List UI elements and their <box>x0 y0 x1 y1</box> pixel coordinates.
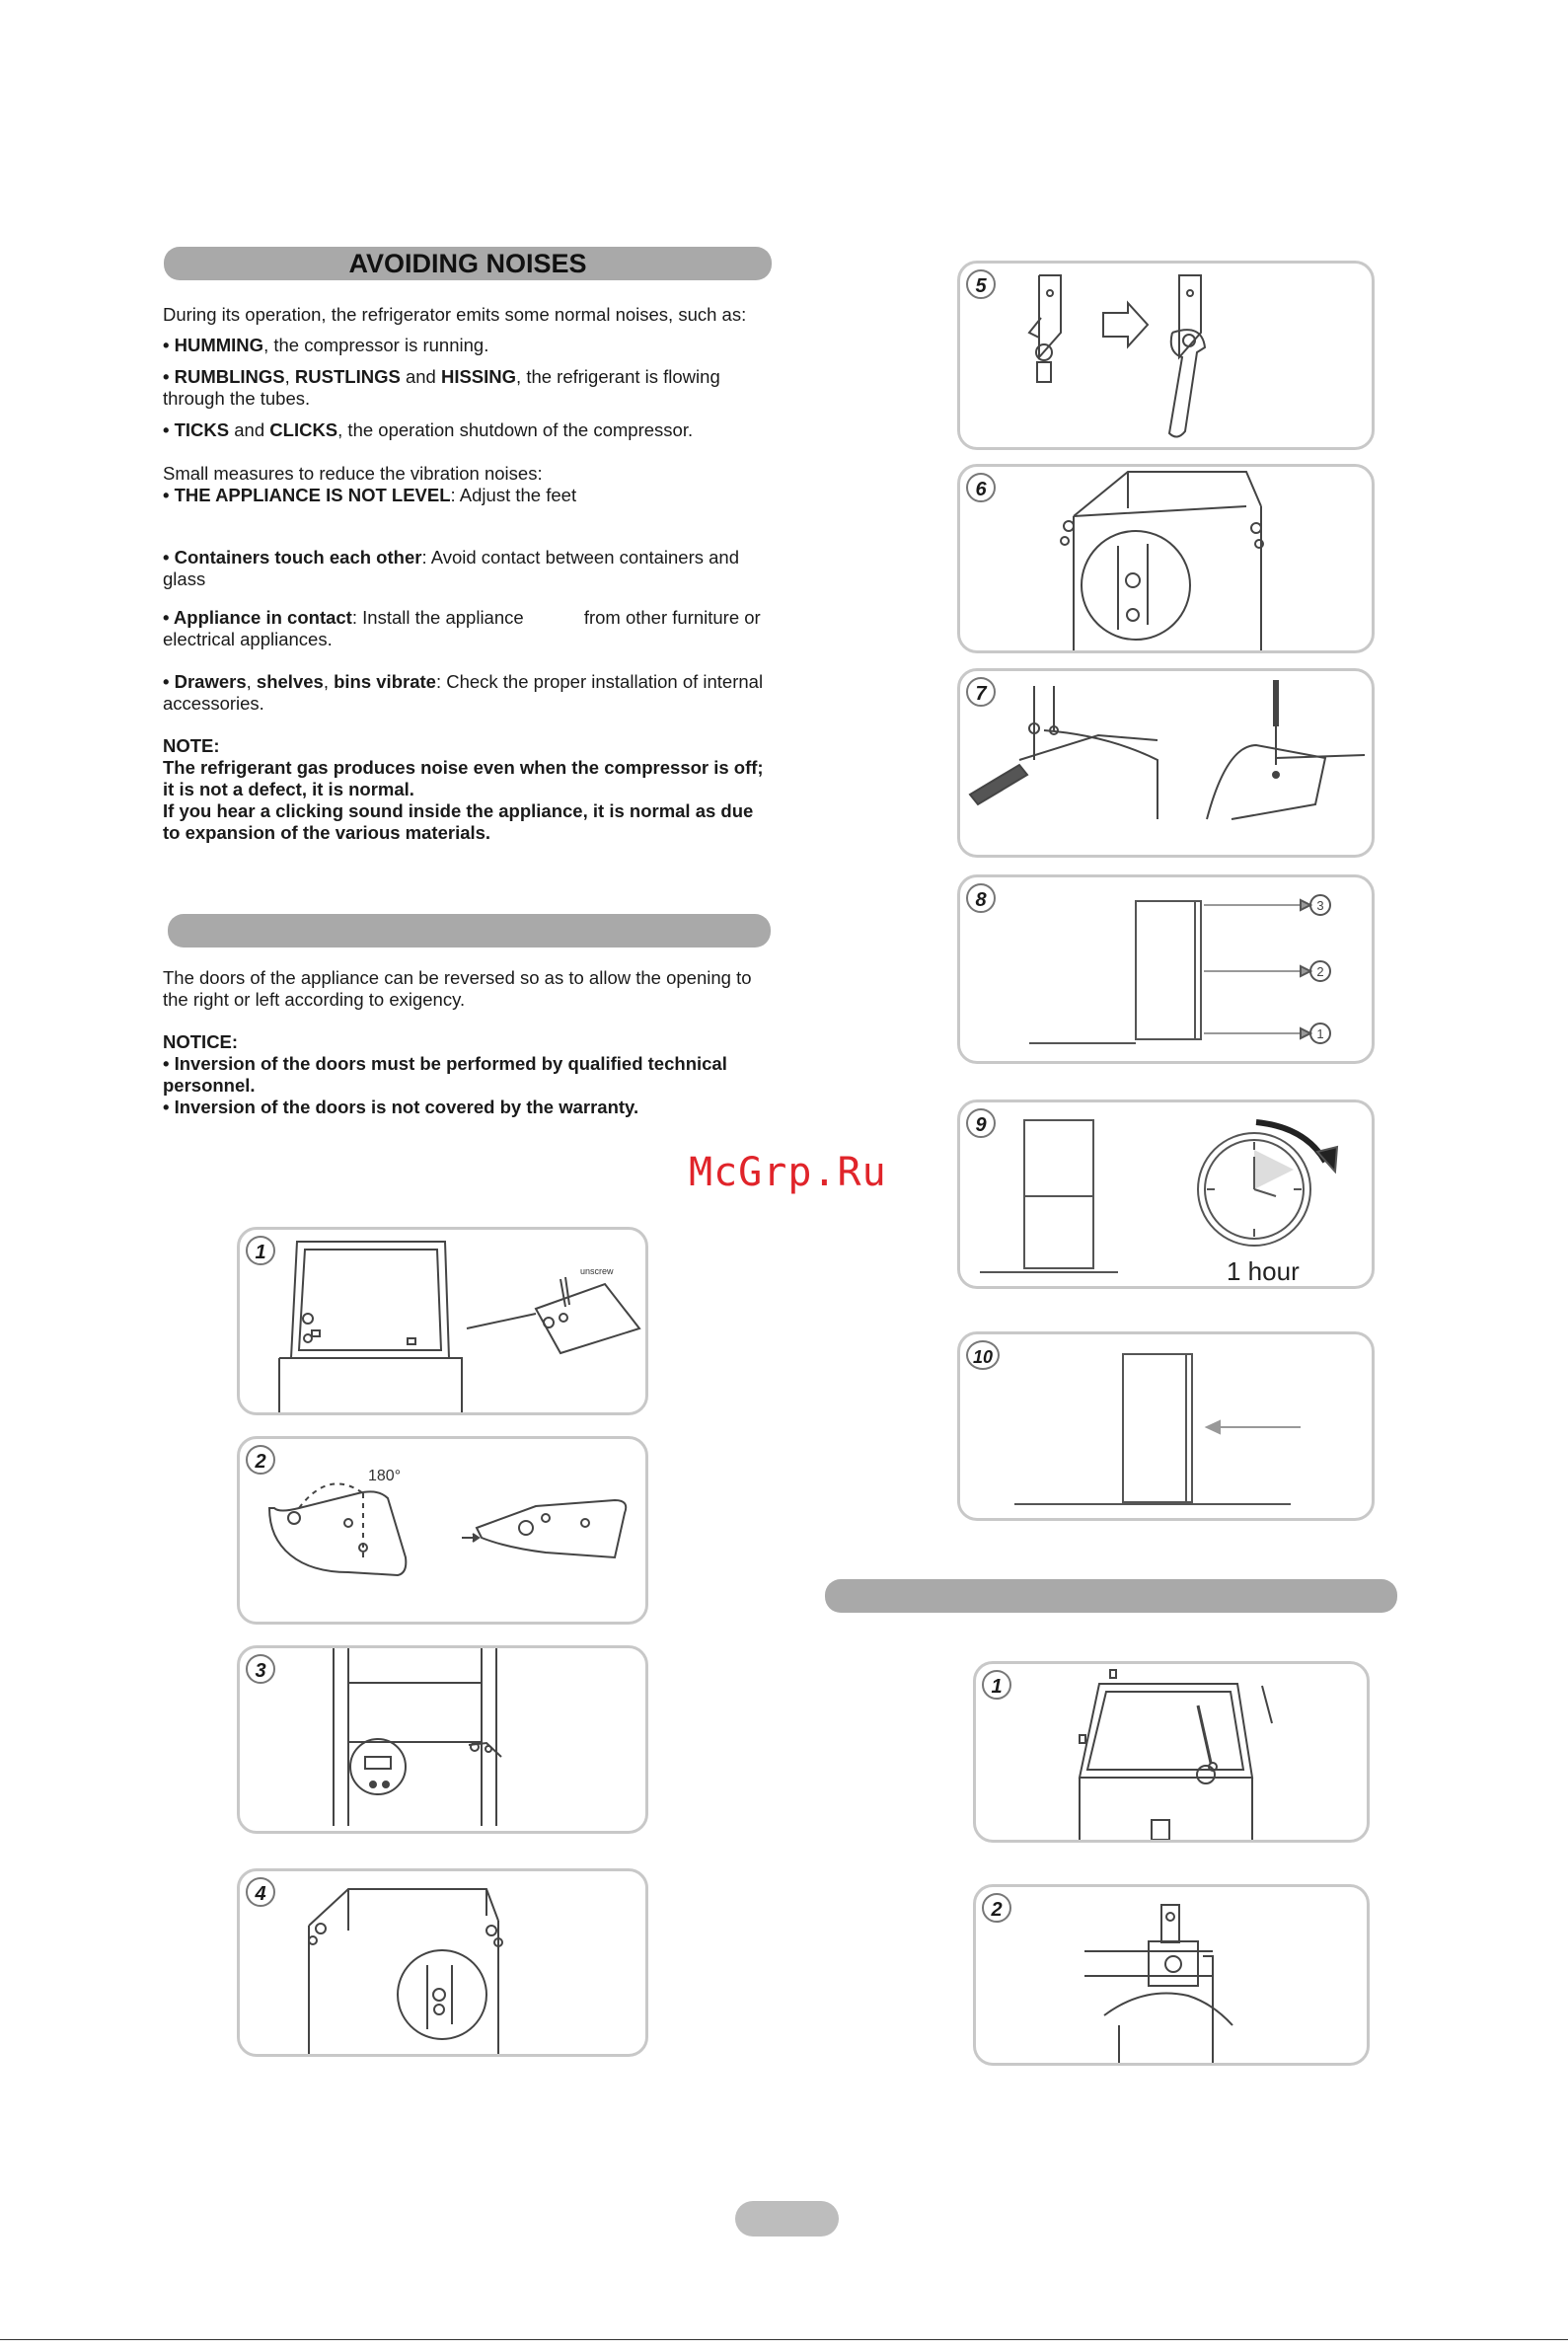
footer-rule <box>0 2339 1568 2340</box>
rumbling-text: , the refrigerant is flowing through the tubes. <box>163 366 720 409</box>
level-label: • THE APPLIANCE IS NOT LEVEL <box>163 485 451 505</box>
section-bar-avoiding-noises <box>164 247 772 280</box>
section-title <box>825 1579 1397 1613</box>
notice-text-2: • Inversion of the doors is not covered by the warranty. <box>163 1097 639 1117</box>
step-panel-left-4 <box>237 1868 648 2057</box>
step-4-illustration <box>240 1871 645 2054</box>
and-text: and <box>405 366 436 387</box>
ticks-label: • TICKS <box>163 419 230 440</box>
and-text: and <box>234 419 265 440</box>
step-number: 3 <box>246 1654 275 1684</box>
step-panel-right-6 <box>957 464 1375 653</box>
rustlings-label: RUSTLINGS <box>294 366 401 387</box>
containers-text: : Avoid contact between containers and glass <box>163 547 740 589</box>
distance-mark-3: 3 <box>1316 898 1324 913</box>
sep: , <box>284 366 290 387</box>
notice-block <box>163 1031 775 1118</box>
step-number: 9 <box>966 1108 996 1138</box>
contact-text-2: from other furniture or electrical appliances. <box>163 607 761 649</box>
step-6-illustration <box>960 467 1372 650</box>
section-title: AVOIDING NOISES <box>348 249 587 278</box>
step-panel-right-8 <box>957 874 1375 1064</box>
step-10-illustration <box>960 1334 1372 1518</box>
step-number: 2 <box>246 1445 275 1475</box>
section-bar-doors <box>168 914 771 948</box>
step-number: 1 <box>982 1670 1011 1700</box>
note-text-2: If you hear a clicking sound inside the appliance, it is normal as due to expansion of the various materials. <box>163 800 754 843</box>
step-9-illustration <box>960 1102 1372 1286</box>
rotate-180-label: 180° <box>368 1468 402 1484</box>
hissing-label: HISSING <box>440 366 517 387</box>
note-heading: NOTE: <box>163 735 220 756</box>
humming-label: • HUMMING <box>163 335 264 355</box>
rumbling-line <box>163 366 775 410</box>
step-panel-right-9 <box>957 1099 1375 1289</box>
step-panel-right-10 <box>957 1331 1375 1521</box>
step-number: 2 <box>982 1893 1011 1923</box>
step-number: 8 <box>966 883 996 913</box>
step-number: 1 <box>246 1236 275 1265</box>
note-text-1: The refrigerant gas produces noise even when the compressor is off; it is not a defect, it is normal. <box>163 757 764 799</box>
step-8-illustration <box>960 877 1372 1061</box>
step-3-illustration <box>240 1648 645 1831</box>
notice-text-1: • Inversion of the doors must be performed by qualified technical personnel. <box>163 1053 727 1096</box>
containers-line <box>163 547 775 590</box>
step-number: 10 <box>966 1340 1000 1370</box>
step-2-illustration <box>240 1439 645 1622</box>
level-text: : Adjust the feet <box>450 485 577 505</box>
humming-text: , the compressor is running. <box>263 335 489 355</box>
contact-text: : Install the appliance <box>351 607 524 628</box>
step-panel-bottom-2 <box>973 1884 1370 2066</box>
bottom-step-2-illustration <box>976 1887 1367 2063</box>
step-5-illustration <box>960 264 1372 447</box>
section-title <box>168 914 771 948</box>
bins-label: bins vibrate <box>334 671 436 692</box>
doors-intro: The doors of the appliance can be reversed so as to allow the opening to the right or left according to exigency. <box>163 967 752 1010</box>
page-number-pill <box>735 2201 839 2236</box>
drawers-text: : Check the proper installation of internal accessories. <box>163 671 764 714</box>
step-panel-left-1 <box>237 1227 648 1415</box>
containers-label: • Containers touch each other <box>163 547 422 568</box>
step-panel-right-5 <box>957 261 1375 450</box>
step-panel-left-3 <box>237 1645 648 1834</box>
step-number: 5 <box>966 269 996 299</box>
drawers-label: • Drawers <box>163 671 247 692</box>
step-panel-bottom-1 <box>973 1661 1370 1843</box>
step-1-illustration <box>240 1230 645 1412</box>
noise-intro: During its operation, the refrigerator emits some normal noises, such as: <box>163 304 747 325</box>
rumblings-label: • RUMBLINGS <box>163 366 285 387</box>
watermark: McGrp.Ru <box>689 1150 887 1195</box>
step-panel-right-7 <box>957 668 1375 858</box>
contact-line <box>163 607 775 650</box>
notice-heading: NOTICE: <box>163 1031 239 1052</box>
ticks-text: , the operation shutdown of the compressor. <box>337 419 694 440</box>
distance-mark-2: 2 <box>1316 964 1324 979</box>
one-hour-label: 1 hour <box>1227 1256 1300 1286</box>
humming-line <box>163 335 775 356</box>
level-line <box>163 485 775 506</box>
step-panel-left-2 <box>237 1436 648 1625</box>
shelves-label: shelves <box>256 671 324 692</box>
step-number: 4 <box>246 1877 275 1907</box>
note-block <box>163 735 775 844</box>
contact-label: • Appliance in contact <box>163 607 352 628</box>
step-number: 6 <box>966 473 996 502</box>
ticks-line <box>163 419 775 441</box>
unscrew-label: unscrew <box>580 1266 614 1276</box>
bottom-step-1-illustration <box>976 1664 1367 1840</box>
drawers-line: • Drawers, shelves, bins vibrate: Check the proper installation of internal accessories. <box>163 671 764 714</box>
step-7-illustration <box>960 671 1372 855</box>
small-measures: Small measures to reduce the vibration noises: <box>163 463 543 484</box>
clicks-label: CLICKS <box>269 419 338 440</box>
section-bar-third <box>825 1579 1397 1613</box>
step-number: 7 <box>966 677 996 707</box>
distance-mark-1: 1 <box>1316 1026 1324 1041</box>
